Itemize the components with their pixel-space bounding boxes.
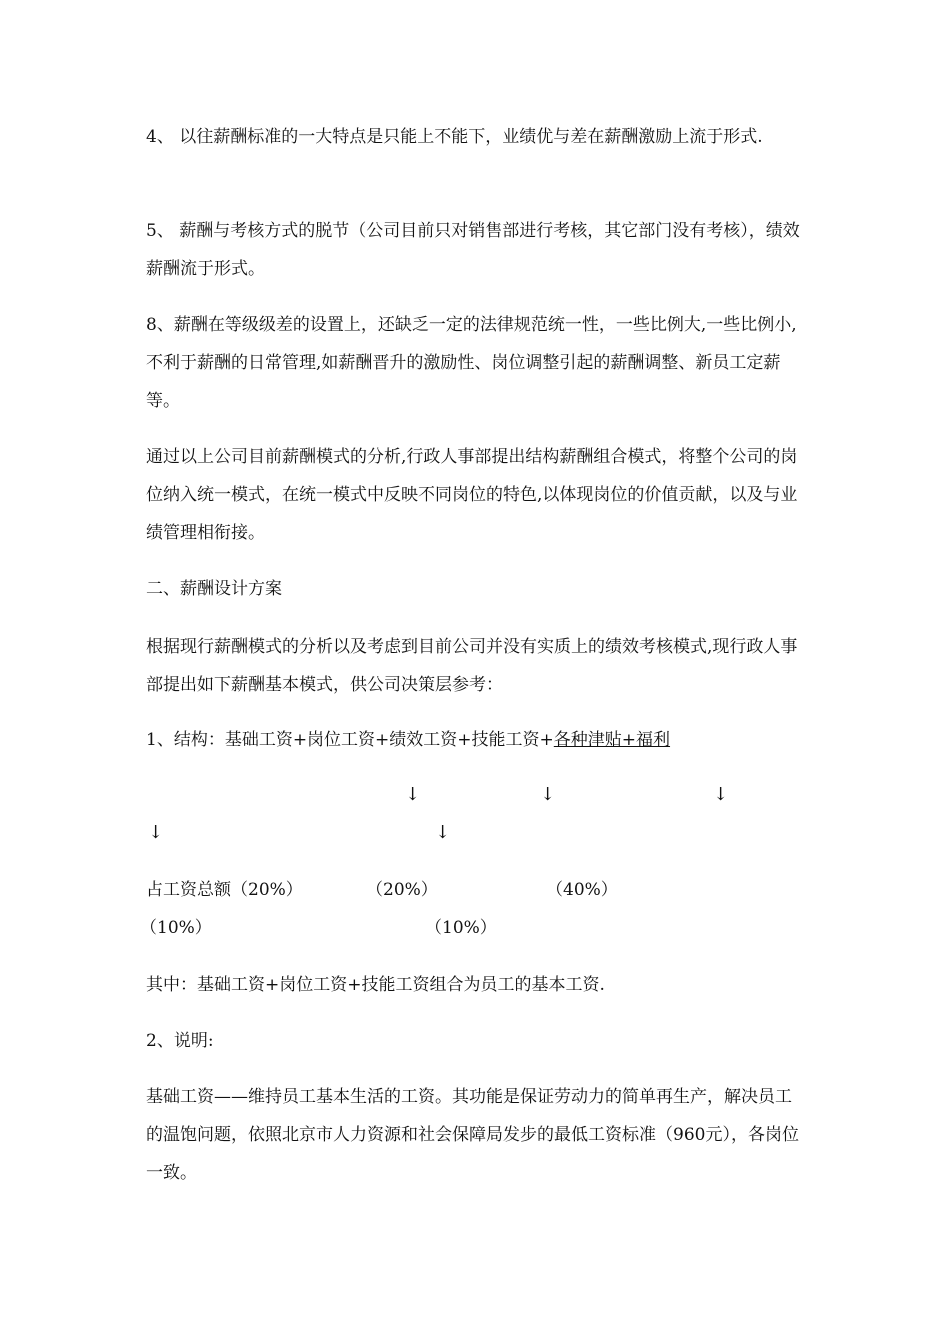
down-arrow-icon: ↓ (148, 822, 164, 843)
down-arrow-icon: ↓ (713, 784, 729, 805)
ratio-value: （40%） (546, 880, 618, 900)
section-heading-2: 二、薪酬设计方案 (146, 579, 282, 599)
down-arrow-icon: ↓ (435, 822, 451, 843)
paragraph-summary: 通过以上公司目前薪酬模式的分析,行政人事部提出结构薪酬组合模式，将整个公司的岗位纳入统一模式，在统一模式中反映不同岗位的特色,以体现岗位的价值贡献，以及与业绩管理相衔接。 (146, 447, 798, 543)
ratio-label: 占工资总额（20%） (146, 880, 303, 900)
ratio-value: （10%） (425, 918, 497, 938)
paragraph-item-4: 4、 以往薪酬标准的一大特点是只能上不能下，业绩优与差在薪酬激励上流于形式. (146, 127, 763, 147)
basic-wage-note: 其中：基础工资+岗位工资+技能工资组合为员工的基本工资. (146, 975, 605, 995)
ratio-value: （20%） (366, 880, 438, 900)
paragraph-intro: 根据现行薪酬模式的分析以及考虑到目前公司并没有实质上的绩效考核模式,现行政人事部提出如下薪酬基本模式，供公司决策层参考： (146, 637, 798, 695)
structure-line (146, 729, 670, 751)
paragraph-item-8: 8、薪酬在等级级差的设置上，还缺乏一定的法律规范统一性，一些比例大,一些比例小,不利于薪酬的日常管理,如薪酬晋升的激励性、岗位调整引起的薪酬调整、新员工定薪等。 (146, 315, 797, 411)
down-arrow-icon: ↓ (540, 784, 556, 805)
paragraph-item-5: 5、 薪酬与考核方式的脱节（公司目前只对销售部进行考核，其它部门没有考核），绩效薪酬流于形式。 (146, 221, 800, 279)
paragraph-explanation: 基础工资——维持员工基本生活的工资。其功能是保证劳动力的简单再生产，解决员工的温饱问题，依照北京市人力资源和社会保障局发步的最低工资标准（960元），各岗位一致。 (146, 1087, 799, 1183)
ratio-value: （10%） (140, 918, 212, 938)
down-arrow-icon: ↓ (405, 784, 421, 805)
explanation-title: 2、说明: (146, 1031, 214, 1051)
structure-prefix: 1、结构：基础工资+岗位工资+绩效工资+技能工资+ (146, 730, 554, 750)
structure-underlined: 各种津贴+福利 (553, 730, 671, 750)
